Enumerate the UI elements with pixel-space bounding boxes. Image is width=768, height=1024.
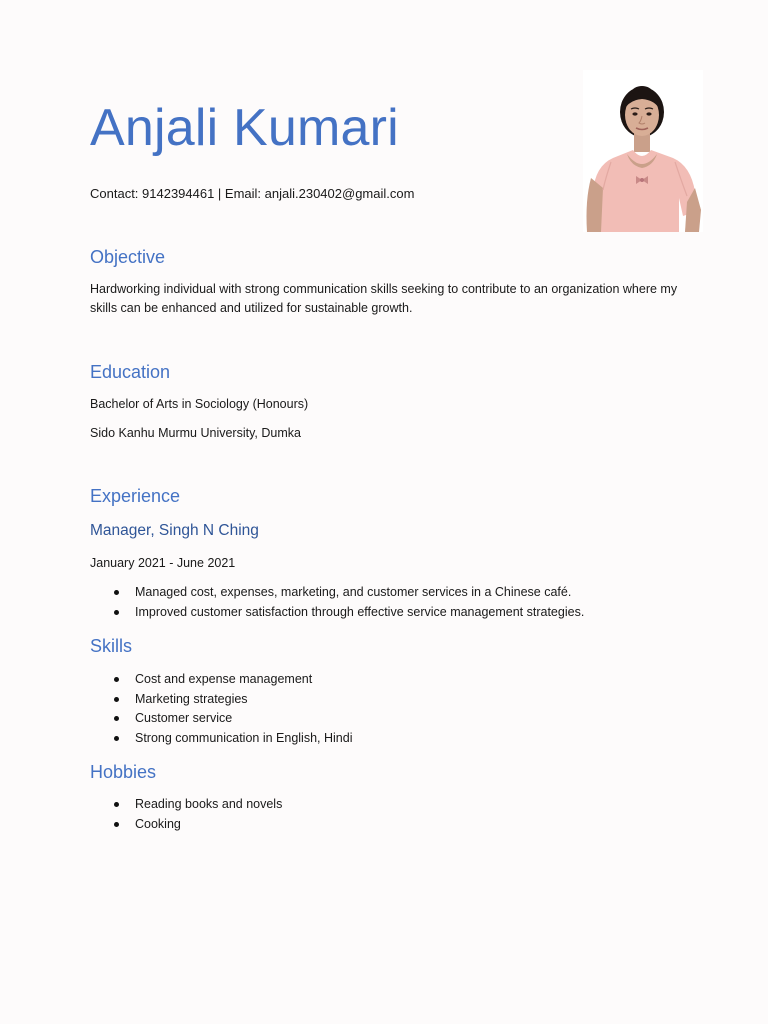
list-item: Marketing strategies <box>90 690 352 710</box>
profile-photo <box>583 70 703 232</box>
hobbies-list <box>90 795 282 834</box>
objective-text: Hardworking individual with strong communication skills seeking to contribute to an organization where my skills can be enhanced and utilized for sustainable growth. <box>90 282 678 315</box>
contact-line: Contact: 9142394461 | Email: anjali.230402@gmail.com <box>90 186 415 201</box>
profile-photo-illustration <box>583 70 703 232</box>
list-item: Reading books and novels <box>90 795 282 815</box>
list-item: Customer service <box>90 709 352 729</box>
education-degree: Bachelor of Arts in Sociology (Honours) <box>90 397 309 411</box>
candidate-name: Anjali Kumari <box>90 99 399 157</box>
skills-list <box>90 670 352 748</box>
experience-period: January 2021 - June 2021 <box>90 556 236 570</box>
experience-bullet-list <box>90 583 584 622</box>
experience-role: Manager, Singh N Ching <box>90 522 259 539</box>
experience-heading: Experience <box>90 486 181 506</box>
education-heading: Education <box>90 362 171 382</box>
list-item: Improved customer satisfaction through effective service management strategies. <box>90 603 584 623</box>
hobbies-heading: Hobbies <box>90 762 157 782</box>
list-item: Managed cost, expenses, marketing, and customer services in a Chinese café. <box>90 583 584 603</box>
objective-heading: Objective <box>90 247 166 267</box>
list-item: Cooking <box>90 815 282 835</box>
list-item: Cost and expense management <box>90 670 352 690</box>
skills-heading: Skills <box>90 636 133 656</box>
education-university: Sido Kanhu Murmu University, Dumka <box>90 426 301 440</box>
list-item: Strong communication in English, Hindi <box>90 729 352 749</box>
